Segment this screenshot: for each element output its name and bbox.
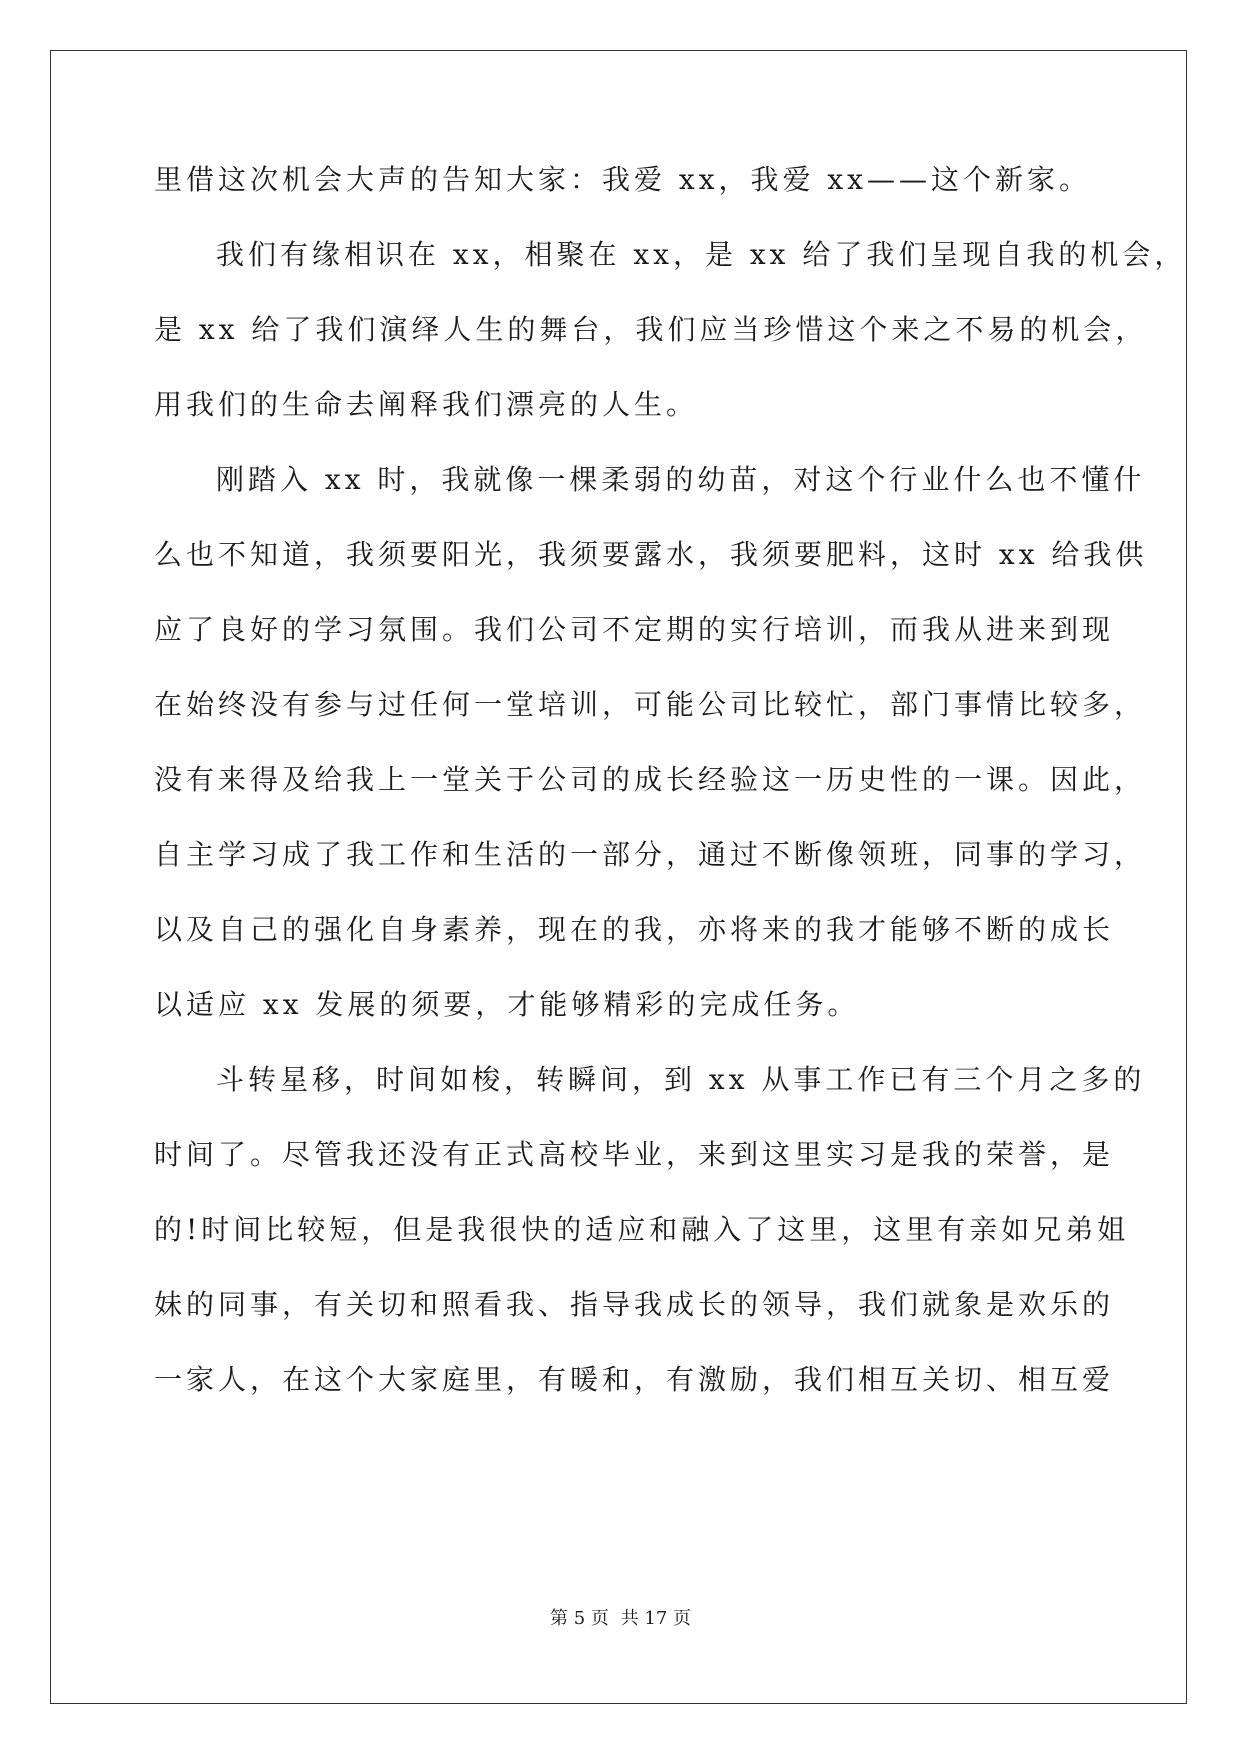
page-border [50,50,1187,1704]
text-line: 里借这次机会大声的告知大家：我爱 xx，我爱 xx——这个新家。 [154,163,1091,196]
total-pages: 共 17 页 [620,1608,691,1629]
text-line: 以及自己的强化自身素养，现在的我，亦将来的我才能够不断的成长 [154,913,1115,946]
paragraph-first-line: 刚踏入 xx 时，我就像一棵柔弱的幼苗，对这个行业什么也不懂什 [216,463,1146,496]
text-line: 自主学习成了我工作和生活的一部分，通过不断像领班，同事的学习， [154,838,1147,871]
text-line: 么也不知道，我须要阳光，我须要露水，我须要肥料，这时 xx 给我供 [154,538,1148,571]
text-line: 是 xx 给了我们演绎人生的舞台，我们应当珍惜这个来之不易的机会， [154,313,1148,346]
text-line: 应了良好的学习氛围。我们公司不定期的实行培训，而我从进来到现 [154,613,1115,646]
page-number: 第 5 页 [550,1608,609,1629]
page-footer [0,1604,1241,1630]
text-line: 以适应 xx 发展的须要，才能够精彩的完成任务。 [154,988,860,1021]
text-line: 的!时间比较短，但是我很快的适应和融入了这里，这里有亲如兄弟姐 [154,1213,1130,1246]
text-line: 时间了。尽管我还没有正式高校毕业，来到这里实习是我的荣誉，是 [154,1138,1115,1171]
paragraph-first-line: 我们有缘相识在 xx，相聚在 xx，是 xx 给了我们呈现自我的机会， [216,238,1187,271]
text-line: 在始终没有参与过任何一堂培训，可能公司比较忙，部门事情比较多， [154,688,1147,721]
paragraph-first-line: 斗转星移，时间如梭，转瞬间，到 xx 从事工作已有三个月之多的 [216,1063,1146,1096]
text-line: 用我们的生命去阐释我们漂亮的人生。 [154,388,699,421]
text-line: 妹的同事，有关切和照看我、指导我成长的领导，我们就象是欢乐的 [154,1288,1115,1321]
text-line: 没有来得及给我上一堂关于公司的成长经验这一历史性的一课。因此， [154,763,1147,796]
text-line: 一家人，在这个大家庭里，有暖和，有激励，我们相互关切、相互爱 [154,1363,1115,1396]
